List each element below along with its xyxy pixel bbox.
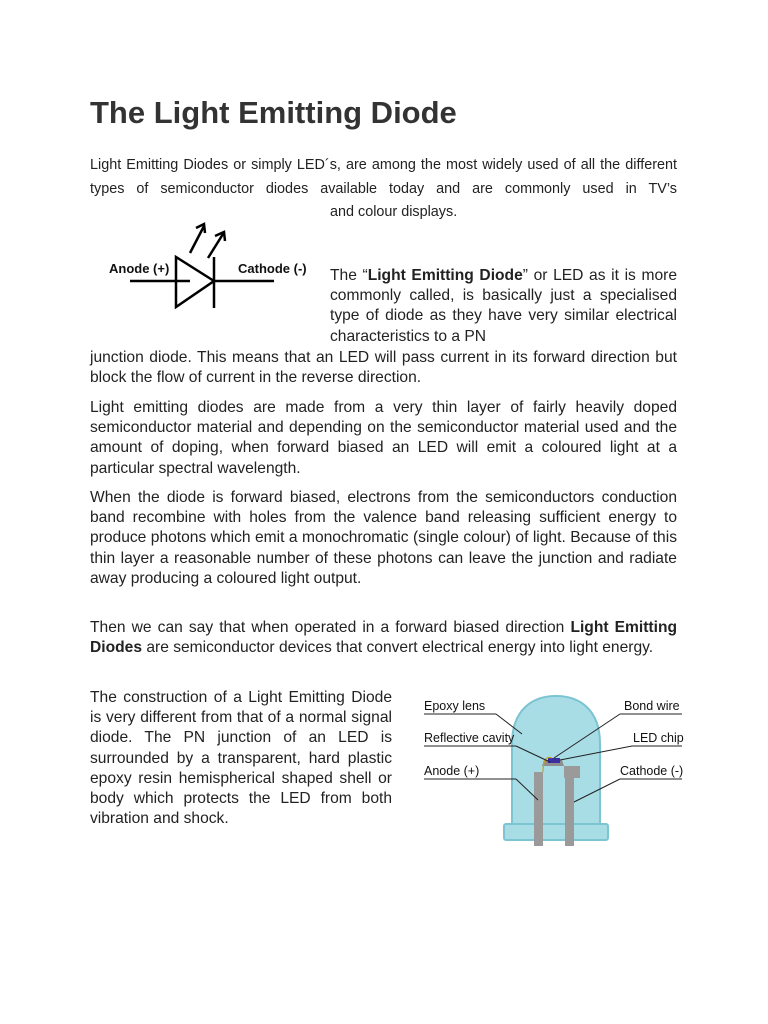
led-definition-paragraph: The “Light Emitting Diode” or LED as it is more commonly called, is basically just a specialised type of diode as they have very similar electrical characteristics to a PN — [330, 267, 677, 345]
epoxy-lens-label: Epoxy lens — [424, 699, 486, 713]
light-arrow-icon — [208, 234, 223, 258]
led-construction-diagram — [404, 692, 704, 848]
intro-text: Light Emitting Diodes or simply LED´s, are among the most widely used of all the different types of semiconductor diodes available today and are commonly used in TV’s — [90, 157, 677, 197]
reflective-cavity-label: Reflective cavity — [424, 731, 515, 745]
diagram-cathode-label: Cathode (-) — [620, 764, 684, 778]
bold-term: Light Emitting Diodes — [90, 619, 677, 657]
intro-last-line: and colour displays. — [330, 204, 458, 220]
diagram-anode-label: Anode (+) — [424, 764, 480, 778]
paragraph-doping: Light emitting diodes are made from a very thin layer of fairly heavily doped semiconductor material and depending on the semiconductor material used and the amount of doping, when forward biased an LED will emit a coloured light at a particular spectral wavelength. — [90, 399, 677, 477]
led-definition-continued: junction diode. This means that an LED will pass current in its forward direction but block the flow of current in the reverse direction. — [90, 349, 677, 387]
paragraph-construction: The construction of a Light Emitting Diode is very different from that of a normal signal diode. The PN junction of an LED is surrounded by a transparent, hard plastic epoxy resin hemispherical shaped shell or body which protects the LED from both vibration and shock. — [90, 689, 392, 828]
paragraph-forward-bias: When the diode is forward biased, electrons from the semiconductors conduction band recombine with holes from the valence band releasing sufficient energy to produce photons which emit a monochromatic (single colour) of light. Because of this thin layer a reasonable number of these photons can leave the junction and radiate away producing a coloured light output. — [90, 489, 677, 587]
paragraph-conversion: Then we can say that when operated in a forward biased direction Light Emitting Diodes are semiconductor devices that convert electrical energy into light energy. — [90, 619, 677, 657]
page-title: The Light Emitting Diode — [90, 95, 457, 130]
intro-paragraph — [90, 154, 677, 201]
cathode-label: Cathode (-) — [238, 261, 307, 276]
epoxy-base-flange — [504, 824, 608, 840]
bond-wire-label: Bond wire — [624, 699, 680, 713]
diode-symbol-diagram — [106, 218, 312, 314]
bold-term: Light Emitting Diode — [367, 267, 523, 284]
anode-lead — [534, 772, 543, 846]
anode-label: Anode (+) — [109, 261, 170, 276]
light-arrow-icon — [190, 226, 204, 253]
led-chip-label: LED chip — [633, 731, 684, 745]
